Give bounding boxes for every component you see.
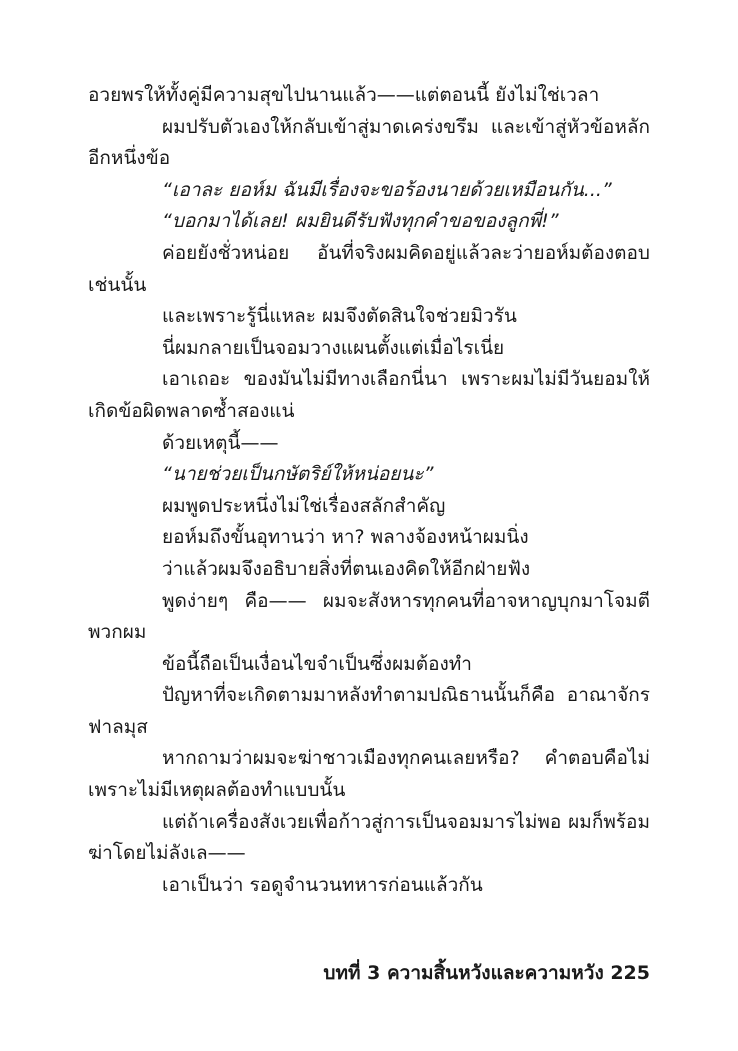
paragraph-11: ผมพูดประหนึ่งไม่ใช่เรื่องสลักสำคัญ <box>162 494 446 517</box>
body-text <box>88 80 650 901</box>
paragraph-13: ว่าแล้วผมจึงอธิบายสิ่งที่ตนเองคิดให้อีกฝ่ายฟัง <box>162 557 531 580</box>
paragraph-8: เอาเถอะ ของมันไม่มีทางเลือกนี่นา เพราะผมไม่มีวันยอมให้เกิดข้อผิดพลาดซ้ำสองแน่ <box>88 368 650 422</box>
paragraph-15: ข้อนี้ถือเป็นเงื่อนไขจำเป็นซึ่งผมต้องทำ <box>162 652 472 675</box>
paragraph-16: ปัญหาที่จะเกิดตามมาหลังทำตามปณิธานนั้นก็คือ อาณาจักรฟาลมุส <box>88 684 650 738</box>
paragraph-12: ยอห์มถึงขั้นอุทานว่า หา? พลางจ้องหน้าผมนิ่ง <box>162 526 529 549</box>
paragraph-17: หากถามว่าผมจะฆ่าชาวเมืองทุกคนเลยหรือ? คำตอบคือไม่ เพราะไม่มีเหตุผลต้องทำแบบนั้น <box>88 747 650 802</box>
dialogue-2: “บอกมาได้เลย! ผมยินดีรับฟังทุกคำขอของลูกพี่!” <box>162 210 559 233</box>
paragraph-9: ด้วยเหตุนี้—— <box>162 431 279 454</box>
dialogue-1: “เอาละ ยอห์ม ฉันมีเรื่องจะขอร้องนายด้วยเหมือนกัน...” <box>162 178 612 201</box>
paragraph-5: ค่อยยังชั่วหน่อย อันที่จริงผมคิดอยู่แล้วละว่ายอห์มต้องตอบเช่นนั้น <box>88 241 650 296</box>
paragraph-6: และเพราะรู้นี่แหละ ผมจึงตัดสินใจช่วยมิวรัน <box>162 305 517 328</box>
paragraph-2: ผมปรับตัวเองให้กลับเข้าสู่มาดเคร่งขรึม และเข้าสู่หัวข้อหลักอีกหนึ่งข้อ <box>88 115 650 170</box>
paragraph-1: อวยพรให้ทั้งคู่มีความสุขไปนานแล้ว——แต่ตอนนี้ ยังไม่ใช่เวลา <box>88 84 600 106</box>
paragraph-19: เอาเป็นว่า รอดูจำนวนทหารก่อนแล้วกัน <box>162 873 483 896</box>
page-footer: บทที่ 3 ความสิ้นหวังและความหวัง 225 <box>323 962 650 984</box>
paragraph-7: นี่ผมกลายเป็นจอมวางแผนตั้งแต่เมื่อไรเนี่ย <box>162 336 505 359</box>
paragraph-14: พูดง่ายๆ คือ—— ผมจะสังหารทุกคนที่อาจหาญบุกมาโจมตีพวกผม <box>88 589 650 644</box>
paragraph-18: แต่ถ้าเครื่องสังเวยเพื่อก้าวสู่การเป็นจอมมารไม่พอ ผมก็พร้อมฆ่าโดยไม่ลังเล—— <box>88 810 650 865</box>
dialogue-3: “นายช่วยเป็นกษัตริย์ให้หน่อยนะ” <box>162 463 434 486</box>
